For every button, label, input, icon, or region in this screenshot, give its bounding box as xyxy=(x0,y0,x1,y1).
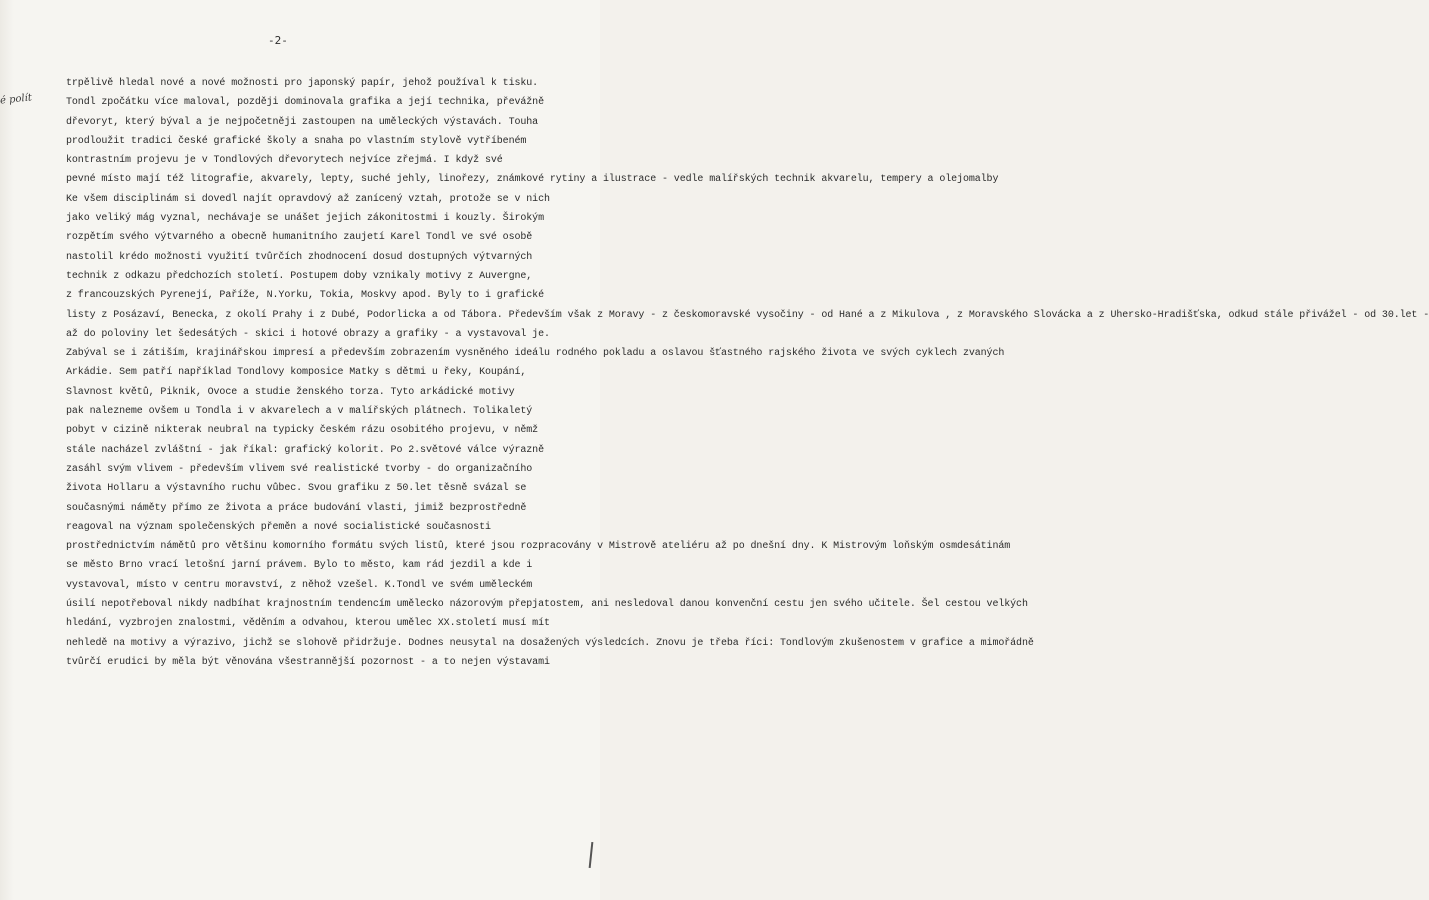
text-line: prostřednictvím námětů pro většinu komorního formátu svých listů, které jsou rozpracovány v Mistrově ateliéru až po dnešní dny. K Mistrovým loňským osmdesátinám xyxy=(66,541,1011,553)
text-line: nastolil krédo možnosti využití tvůrčích zhodnocení dosud dostupných výtvarných xyxy=(66,251,533,263)
text-line: Ke všem disciplinám si dovedl najít opravdový až zanícený vztah, protože se v nich xyxy=(66,193,550,205)
text-line: technik z odkazu předchozích století. Postupem doby vznikaly motivy z Auvergne, xyxy=(66,270,533,282)
text-line: z francouzských Pyrenejí, Paříže, N.Yorku, Tokia, Moskvy apod. Byly to i grafické xyxy=(66,290,544,302)
text-line: tvůrčí erudici by měla být věnována všestrannější pozornost - a to nejen výstavami xyxy=(66,656,550,668)
text-line: vystavoval, místo v centru moravství, z něhož vzešel. K.Tondl ve svém uměleckém xyxy=(66,579,533,591)
text-line: zasáhl svým vlivem - především vlivem své realistické tvorby - do organizačního xyxy=(66,463,533,475)
text-line: až do poloviny let šedesátých - skici i hotové obrazy a grafiky - a vystavoval je. xyxy=(66,328,550,340)
text-line: Zabýval se i zátiším, krajinářskou impresí a především zobrazením vysněného ideálu rodného pokladu a oslavou šťastného rajského života ve svých cyklech zvaných xyxy=(66,348,1005,360)
text-line: pobyt v cizině nikterak neubral na typicky českém rázu osobitého projevu, v němž xyxy=(66,425,539,437)
text-line: Arkádie. Sem patří například Tondlovy komposice Matky s dětmi u řeky, Koupání, xyxy=(66,367,527,379)
text-line: rozpětím svého výtvarného a obecně humanitního zaujetí Karel Tondl ve své osobě xyxy=(66,232,533,244)
handwritten-margin-note: é polít xyxy=(0,92,33,107)
text-line: současnými náměty přímo ze života a práce budování vlasti, jimiž bezprostředně xyxy=(66,502,527,514)
text-line: prodloužit tradici české grafické školy a snaha po vlastním stylově vytříbeném xyxy=(66,135,527,147)
text-line: se město Brno vrací letošní jarní právem. Bylo to město, kam rád jezdil a kde i xyxy=(66,560,533,572)
page-number: -2- xyxy=(268,34,288,47)
text-line: Tondl zpočátku více maloval, později dominovala grafika a její technika, převážně xyxy=(66,97,544,109)
text-line: nehledě na motivy a výrazivo, jichž se slohově přidržuje. Dodnes neusytal na dosažených výsledcích. Znovu je třeba říci: Tondlovým zkušenostem v grafice a mimořádně xyxy=(66,637,1034,649)
text-line: hledání, vyzbrojen znalostmi, věděním a odvahou, kterou umělec XX.století musí mít xyxy=(66,618,550,630)
handwritten-margin-mark xyxy=(589,842,594,868)
text-line: dřevoryt, který býval a je nejpočetněji zastoupen na uměleckých výstavách. Touha xyxy=(66,116,539,128)
text-line: jako veliký mág vyznal, nechávaje se unášet jejich zákonitostmi i kouzly. Širokým xyxy=(66,213,544,225)
text-line: reagoval na význam společenských přeměn a nové socialistické současnosti xyxy=(66,521,491,533)
text-line: úsilí nepotřeboval nikdy nadbíhat krajnostním tendencím umělecko názorovým přepjatostem, ani nesledoval danou konvenční cestu jen svého učitele. Šel cestou velkých xyxy=(66,599,1028,611)
text-line: kontrastním projevu je v Tondlových dřevorytech nejvíce zřejmá. I když své xyxy=(66,155,503,167)
text-line: stále nacházel zvláštní - jak říkal: grafický kolorit. Po 2.světové válce výrazně xyxy=(66,444,544,456)
text-line: pak nalezneme ovšem u Tondla i v akvarelech a v malířských plátnech. Tolikaletý xyxy=(66,406,533,418)
text-line: Slavnost květů, Piknik, Ovoce a studie ženského torza. Tyto arkádické motivy xyxy=(66,386,515,398)
text-line: pevné místo mají též litografie, akvarely, lepty, suché jehly, linořezy, známkové rytiny a ilustrace - vedle malířských technik akvarelu, tempery a olejomalby xyxy=(66,174,999,186)
text-line: života Hollaru a výstavního ruchu vůbec. Svou grafiku z 50.let těsně svázal se xyxy=(66,483,527,495)
text-line: trpělivě hledal nové a nové možnosti pro japonský papír, jehož používal k tisku. xyxy=(66,78,539,89)
text-line: listy z Posázaví, Benecka, z okolí Prahy i z Dubé, Podorlicka a od Tábora. Především však z Moravy - z českomoravské vysočiny - od Hané a z Mikulova , z Moravského Slovácka a z Uhersko-Hradišťska, odkud stále přivážel - od 30.let - xyxy=(66,309,1429,321)
typewritten-text-block xyxy=(66,74,1429,672)
